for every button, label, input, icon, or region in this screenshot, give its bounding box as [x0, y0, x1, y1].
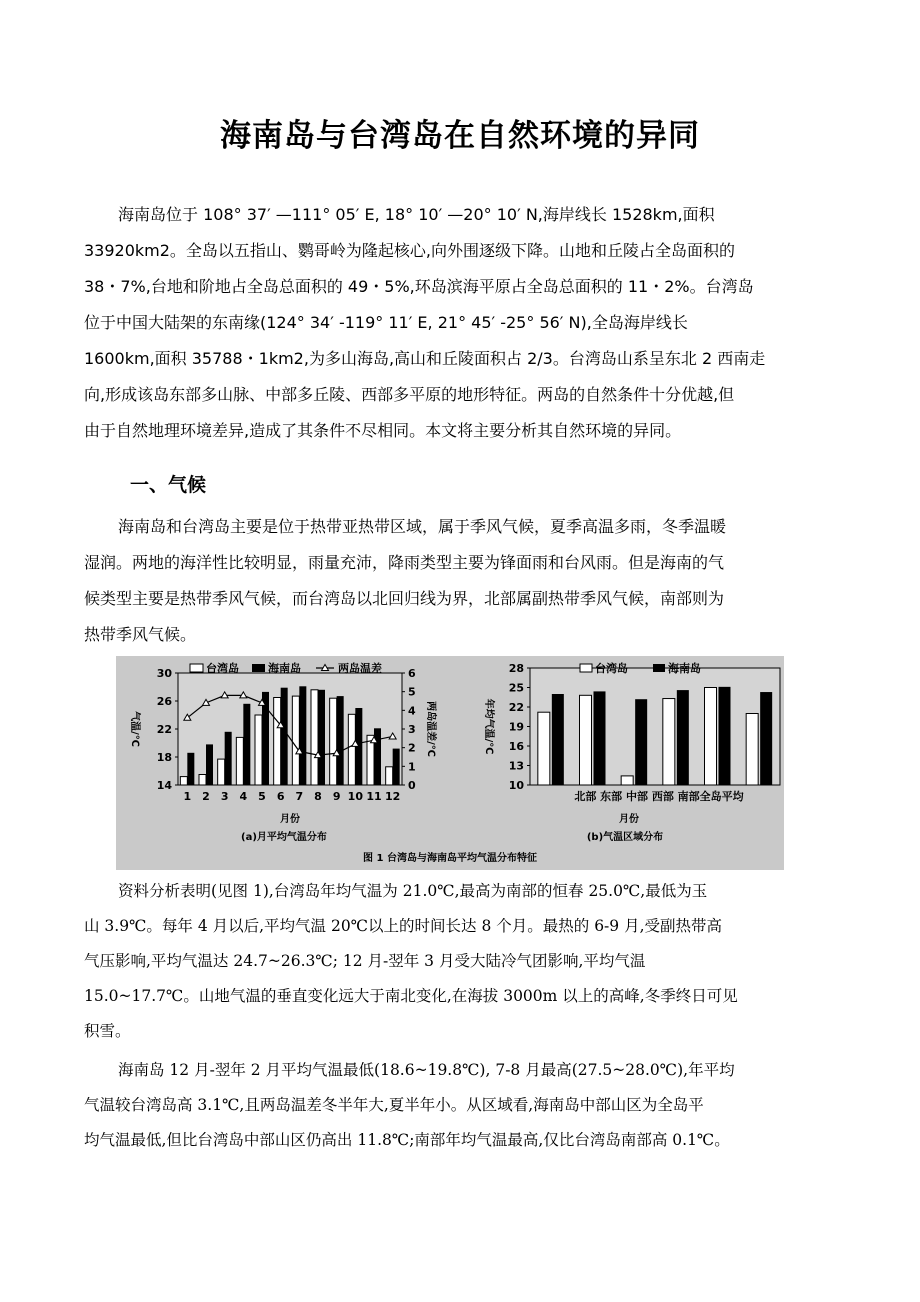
- section-heading-climate: 一、气候: [130, 474, 207, 496]
- y-tick-label: 10: [508, 779, 524, 792]
- y2-tick-label: 3: [408, 723, 416, 736]
- legend-label-taiwan: 台湾岛: [206, 662, 239, 675]
- bar-hainan: [243, 704, 250, 785]
- bar-hainan: [299, 686, 306, 785]
- y-tick-label: 18: [156, 751, 172, 764]
- bar-taiwan: [348, 714, 355, 785]
- bar-hainan: [393, 749, 400, 785]
- page-title: 海南岛与台湾岛在自然环境的异同: [220, 118, 700, 154]
- bar-hainan: [206, 744, 213, 785]
- text-line: 候类型主要是热带季风气候，而台湾岛以北回归线为界，北部属副热带季风气候，南部则为: [84, 589, 725, 608]
- bar-taiwan: [292, 696, 299, 785]
- bar-taiwan: [274, 698, 281, 786]
- bar-hainan: [187, 753, 194, 785]
- bar-hainan: [337, 696, 344, 785]
- climate-paragraph: [84, 509, 844, 653]
- y-tick-label: 19: [508, 720, 524, 734]
- x-tick-label: 7: [295, 790, 304, 803]
- text-line: 资料分析表明(见图 1),台湾岛年均气温为 21.0℃,最高为南部的恒春 25.0℃,最低为玉: [118, 882, 708, 900]
- figure-caption: 图 1 台湾岛与海南岛平均气温分布特征: [363, 853, 537, 864]
- bar-taiwan: [621, 776, 633, 785]
- bar-taiwan: [386, 767, 393, 785]
- bar-hainan: [552, 694, 564, 785]
- y-tick-label: 28: [508, 662, 524, 675]
- text-line: 均气温最低,但比台湾岛中部山区仍高出 11.8℃;南部年均气温最高,仅比台湾岛南部高 0.1℃。: [84, 1131, 730, 1149]
- y-tick-label: 30: [156, 667, 172, 680]
- x-axis-title-a: 月份: [280, 814, 300, 825]
- bar-hainan: [225, 732, 232, 785]
- y2-tick-label: 5: [408, 685, 416, 699]
- text-line: 位于中国大陆架的东南缘(124° 34′ -119° 11′ E, 21° 45′ -25° 56′ N),全岛海岸线长: [84, 313, 688, 332]
- y2-tick-label: 6: [408, 667, 416, 680]
- legend-swatch-taiwan: [580, 664, 592, 672]
- legend-swatch-hainan: [252, 664, 265, 672]
- text-line: 湿润。两地的海洋性比较明显，雨量充沛，降雨类型主要为锋面雨和台风雨。但是海南的气: [84, 553, 725, 572]
- y-tick-label: 16: [508, 740, 524, 753]
- legend-label-taiwan: 台湾岛: [595, 662, 628, 675]
- x-tick-label: 9: [332, 790, 341, 803]
- analysis-paragraph-taiwan: [84, 874, 844, 1049]
- x-axis-title-b: 月份: [619, 814, 639, 825]
- text-line: 向,形成该岛东部多山脉、中部多丘陵、西部多平原的地形特征。两岛的自然条件十分优越,但: [84, 385, 735, 404]
- x-tick-label: 11: [366, 790, 382, 803]
- text-line: 气温较台湾岛高 3.1℃,且两岛温差冬半年大,夏半年小。从区域看,海南岛中部山区为全岛平: [84, 1096, 704, 1114]
- legend-label-hainan: 海南岛: [268, 662, 301, 675]
- bar-taiwan: [663, 699, 675, 785]
- bar-hainan: [719, 687, 731, 785]
- text-line: 由于自然地理环境差异,造成了其条件不尽相同。本文将主要分析其自然环境的异同。: [84, 421, 682, 440]
- bar-taiwan: [311, 690, 318, 785]
- text-line: 33920km2。全岛以五指山、鹦哥岭为隆起核心,向外围逐级下降。山地和丘陵占全岛面积的: [84, 241, 736, 260]
- y-tick-label: 22: [508, 701, 524, 714]
- y2-tick-label: 0: [408, 779, 416, 792]
- text-line: 海南岛 12 月-翌年 2 月平均气温最低(18.6~19.8℃), 7-8 月最高(27.5~28.0℃),年平均: [118, 1061, 735, 1079]
- y-tick-label: 26: [156, 695, 172, 708]
- y-tick-label: 14: [156, 779, 172, 792]
- bar-hainan: [677, 690, 689, 785]
- bar-taiwan: [218, 759, 225, 785]
- legend-swatch-hainan: [653, 664, 665, 672]
- text-line: 山 3.9℃。每年 4 月以后,平均气温 20℃以上的时间长达 8 个月。最热的 6-9 月,受副热带高: [84, 917, 723, 935]
- bar-taiwan: [236, 737, 243, 785]
- bar-taiwan: [746, 714, 758, 786]
- text-line: 海南岛和台湾岛主要是位于热带亚热带区域，属于季风气候，夏季高温多雨，冬季温暖: [118, 517, 727, 536]
- text-line: 15.0~17.7℃。山地气温的垂直变化远大于南北变化,在海拔 3000m 以上的高峰,冬季终日可见: [84, 987, 738, 1005]
- bar-hainan: [635, 699, 647, 785]
- x-tick-label: 5: [258, 790, 266, 803]
- x-tick-label: 10: [347, 790, 363, 803]
- bar-taiwan: [255, 715, 262, 785]
- figure-svg: [116, 656, 784, 870]
- x-tick-label: 3: [220, 790, 229, 803]
- bar-taiwan: [580, 695, 592, 785]
- text-line: 海南岛位于 108° 37′ —111° 05′ E, 18° 10′ —20° 10′ N,海岸线长 1528km,面积: [118, 205, 715, 224]
- x-tick-label: 12: [385, 790, 401, 803]
- bar-taiwan: [705, 688, 717, 786]
- y-axis-title-b: 年均气温/℃: [483, 698, 494, 755]
- text-line: 气压影响,平均气温达 24.7~26.3℃; 12 月-翌年 3 月受大陆冷气团影响,平均气温: [84, 952, 646, 970]
- y-axis-title-a: 气温/℃: [129, 711, 140, 747]
- y2-tick-label: 4: [408, 704, 416, 718]
- text-line: 1600km,面积 35788・1km2,为多山海岛,高山和丘陵面积占 2/3。台湾岛山系呈东北 2 西南走: [84, 349, 766, 368]
- x-tick-label: 6: [276, 790, 285, 803]
- bar-hainan: [318, 690, 325, 785]
- bar-hainan: [760, 692, 772, 785]
- bar-hainan: [374, 728, 381, 785]
- y2-tick-label: 2: [408, 741, 416, 755]
- analysis-paragraph-hainan: [84, 1053, 844, 1158]
- x-tick-label: 8: [314, 790, 322, 803]
- bar-taiwan: [538, 712, 550, 785]
- legend-swatch-taiwan: [190, 664, 203, 672]
- plot-area-b: [530, 668, 780, 785]
- bar-hainan: [594, 691, 606, 785]
- y-tick-label: 13: [508, 759, 524, 773]
- text-line: 积雪。: [84, 1022, 131, 1040]
- bar-taiwan: [199, 775, 206, 786]
- y2-tick-label: 1: [408, 760, 416, 774]
- figure-1: [116, 656, 784, 870]
- bar-taiwan: [330, 698, 337, 785]
- subtitle-a: (a)月平均气温分布: [241, 832, 327, 843]
- y-tick-label: 25: [508, 681, 524, 695]
- x-tick-label: 1: [183, 790, 192, 803]
- x-tick-label: 2: [202, 790, 210, 803]
- text-line: 热带季风气候。: [84, 625, 197, 644]
- intro-paragraph: [84, 197, 844, 449]
- bar-hainan: [281, 688, 288, 785]
- text-line: 38・7%,台地和阶地占全岛总面积的 49・5%,环岛滨海平原占全岛总面积的 11・2%。台湾岛: [84, 277, 754, 296]
- y2-axis-title-a: 两岛温差/℃: [425, 701, 436, 757]
- legend-label-hainan: 海南岛: [668, 662, 701, 675]
- x-tick-labels-b: 北部 东部 中部 西部 南部全岛平均: [574, 790, 744, 803]
- legend-label-diff: 两岛温差: [338, 662, 382, 675]
- x-tick-label: 4: [239, 790, 248, 803]
- y-tick-label: 22: [156, 723, 172, 736]
- subtitle-b: (b)气温区域分布: [586, 832, 664, 843]
- bar-taiwan: [180, 777, 187, 785]
